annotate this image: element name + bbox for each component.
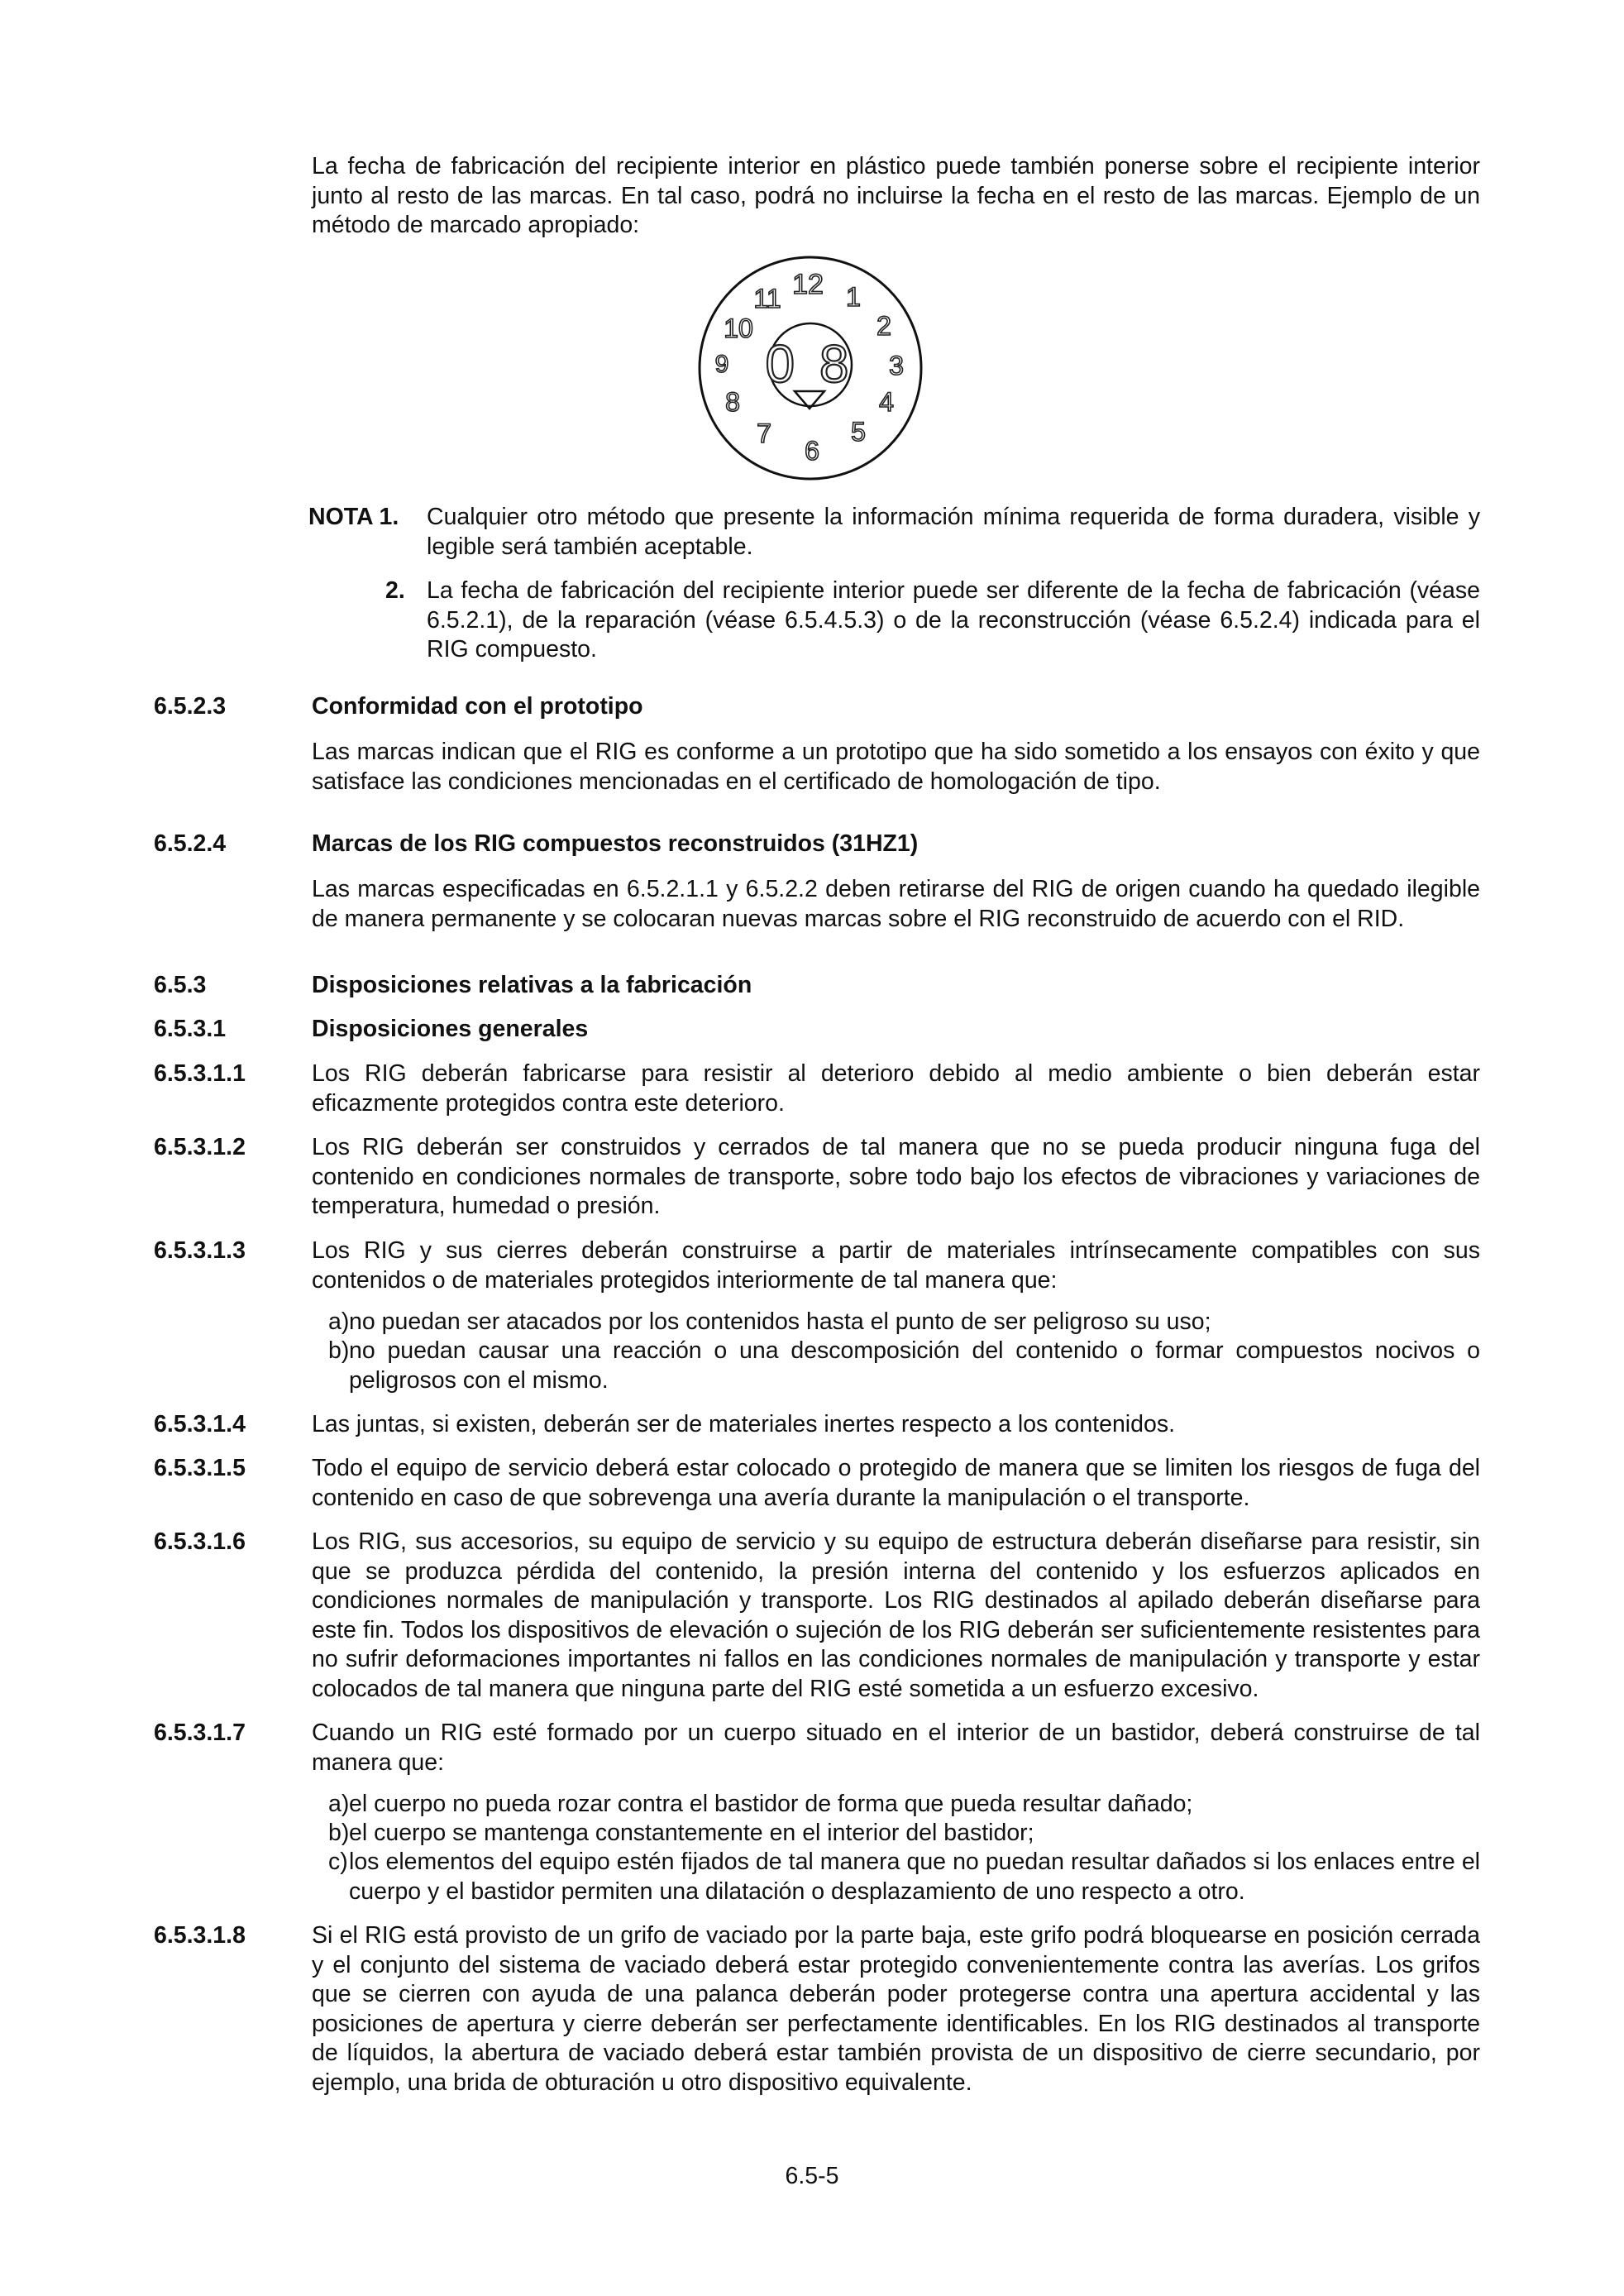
section-text-65314: Las juntas, si existen, deberán ser de materiales inertes respecto a los contenidos. bbox=[312, 1411, 1175, 1437]
section-text-65317: Cuando un RIG esté formado por un cuerpo situado en el interior de un bastidor, deberá construirse de tal manera que: bbox=[312, 1720, 1480, 1776]
section-text-65318: Si el RIG está provisto de un grifo de vaciado por la parte baja, este grifo podrá bloquearse en posición cerrada y el conjunto del sistema de vaciado deberá estar protegido convenientemente contra las averías. Los grifos que se cierren con ayuda de una palanca deberán poder protegerse contra una apertura accidental y las posiciones de apertura y cierre deberán ser perfectamente identificables. En los RIG destinados al transporte de líquidos, la abertura de vaciado deberá estar también provista de un dispositivo de cierre secundario, por ejemplo, una brida de obturación u otro dispositivo equivalente. bbox=[312, 1922, 1480, 2096]
section-text-65311: Los RIG deberán fabricarse para resistir al deterioro debido al medio ambiente o bien deberán estar eficazmente protegidos contra este deterioro. bbox=[312, 1060, 1480, 1117]
list-item-text: el cuerpo se mantenga constantemente en el interior del bastidor; bbox=[349, 1820, 1034, 1846]
section-text-6524: Las marcas especificadas en 6.5.2.1.1 y 6.5.2.2 deben retirarse del RIG de origen cuando ha quedado ilegible de manera permanente y se colocaran nuevas marcas sobre el RIG reconstruido de acuerdo con el RID. bbox=[312, 876, 1480, 932]
section-number-65318: 6.5.3.1.8 bbox=[154, 1922, 246, 1949]
section-number-6523: 6.5.2.3 bbox=[154, 693, 227, 720]
date-mark-clock-icon bbox=[695, 252, 926, 484]
section-number-65312: 6.5.3.1.2 bbox=[154, 1134, 246, 1160]
section-number-65317: 6.5.3.1.7 bbox=[154, 1720, 246, 1746]
month-9: 9 bbox=[714, 351, 729, 378]
month-8: 8 bbox=[725, 387, 740, 417]
section-text-65313: Los RIG y sus cierres deberán construirse a partir de materiales intrínsecamente compatibles con sus contenidos o de materiales protegidos interiormente de tal manera que: bbox=[312, 1237, 1480, 1294]
year-mark: 0 8 bbox=[765, 334, 854, 394]
section-number-65315: 6.5.3.1.5 bbox=[154, 1455, 246, 1481]
month-3: 3 bbox=[889, 351, 904, 380]
month-5: 5 bbox=[851, 417, 866, 447]
page-number: 6.5-5 bbox=[785, 2163, 839, 2189]
section-number-65311: 6.5.3.1.1 bbox=[154, 1060, 246, 1087]
list-item-letter: a) bbox=[328, 1791, 350, 1817]
list-item-text: no puedan ser atacados por los contenidos hasta el punto de ser peligroso su uso; bbox=[349, 1308, 1211, 1335]
list-item-text: el cuerpo no pueda rozar contra el bastidor de forma que pueda resultar dañado; bbox=[349, 1791, 1193, 1817]
section-title-6523: Conformidad con el prototipo bbox=[312, 693, 643, 720]
list-item-letter: c) bbox=[328, 1849, 348, 1875]
month-1: 1 bbox=[846, 282, 861, 312]
section-number-65314: 6.5.3.1.4 bbox=[154, 1411, 246, 1437]
section-title-6531: Disposiciones generales bbox=[312, 1016, 589, 1042]
section-number-6524: 6.5.2.4 bbox=[154, 830, 227, 857]
section-text-65316: Los RIG, sus accesorios, su equipo de servicio y su equipo de estructura deberán diseñarse para resistir, sin que se produzca pérdida del contenido, la presión interna del contenido y los esfuerzos aplicados en condiciones normales de manipulación y transporte. Los RIG destinados al apilado deberán diseñarse para este fin. Todos los dispositivos de elevación o sujeción de los RIG deberán ser suficientemente resistentes para no sufrir deformaciones importantes ni fallos en las condiciones normales de manipulación y transporte y estar colocados de tal manera que ninguna parte del RIG esté sometida a un esfuerzo excesivo. bbox=[312, 1528, 1480, 1702]
section-title-6524: Marcas de los RIG compuestos reconstruidos (31HZ1) bbox=[312, 830, 919, 857]
section-text-6523: Las marcas indican que el RIG es conforme a un prototipo que ha sido sometido a los ensayos con éxito y que satisface las condiciones mencionadas en el certificado de homologación de tipo. bbox=[312, 739, 1480, 795]
list-item-text: los elementos del equipo estén fijados de tal manera que no puedan resultar dañados si los enlaces entre el cuerpo y el bastidor permiten una dilatación o desplazamiento de uno respecto a otro. bbox=[349, 1849, 1480, 1905]
month-10: 10 bbox=[724, 313, 753, 343]
section-number-65316: 6.5.3.1.6 bbox=[154, 1528, 246, 1555]
section-number-6531: 6.5.3.1 bbox=[154, 1016, 227, 1042]
note-label: NOTA 1. bbox=[308, 504, 399, 530]
month-11: 11 bbox=[753, 284, 781, 313]
section-number-65313: 6.5.3.1.3 bbox=[154, 1237, 246, 1264]
list-item-letter: a) bbox=[328, 1308, 350, 1335]
list-item-text: no puedan causar una reacción o una descomposición del contenido o formar compuestos nocivos o peligrosos con el mismo. bbox=[349, 1337, 1480, 1394]
note-1-text: Cualquier otro método que presente la información mínima requerida de forma duradera, visible y legible será también aceptable. bbox=[427, 504, 1480, 560]
month-4: 4 bbox=[879, 387, 894, 417]
month-6: 6 bbox=[805, 436, 819, 466]
month-7: 7 bbox=[757, 419, 771, 448]
note-2-number: 2. bbox=[385, 577, 405, 604]
note-2-text: La fecha de fabricación del recipiente interior puede ser diferente de la fecha de fabricación (véase 6.5.2.1), de la reparación (véase 6.5.4.5.3) o de la reconstrucción (véase 6.5.2.4) indicada para el RIG compuesto. bbox=[427, 577, 1480, 662]
month-12: 12 bbox=[792, 269, 824, 300]
section-title-653: Disposiciones relativas a la fabricación bbox=[312, 972, 752, 998]
month-2: 2 bbox=[876, 311, 891, 341]
section-text-65315: Todo el equipo de servicio deberá estar colocado o protegido de manera que se limiten los riesgos de fuga del contenido en caso de que sobrevenga una avería durante la manipulación o el transporte. bbox=[312, 1455, 1480, 1511]
section-text-65312: Los RIG deberán ser construidos y cerrados de tal manera que no se pueda producir ninguna fuga del contenido en condiciones normales de transporte, sobre todo bajo los efectos de vibraciones y variaciones de temperatura, humedad o presión. bbox=[312, 1134, 1480, 1219]
intro-paragraph: La fecha de fabricación del recipiente interior en plástico puede también ponerse sobre el recipiente interior junto al resto de las marcas. En tal caso, podrá no incluirse la fecha en el resto de las marcas. Ejemplo de un método de marcado apropiado: bbox=[312, 153, 1480, 238]
section-number-653: 6.5.3 bbox=[154, 972, 207, 998]
list-item-letter: b) bbox=[328, 1820, 350, 1846]
list-item-letter: b) bbox=[328, 1337, 350, 1364]
